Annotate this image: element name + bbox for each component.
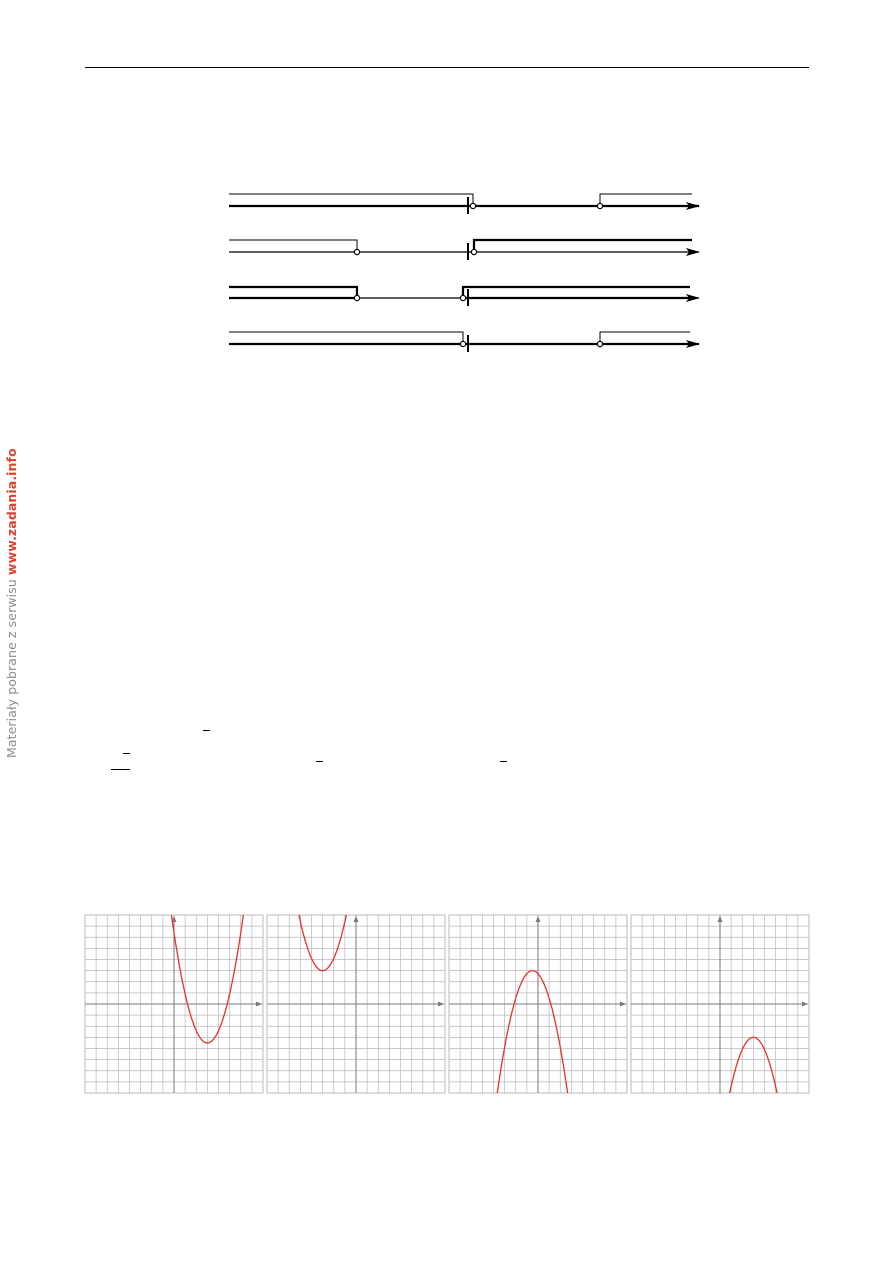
graph-panel-1 bbox=[85, 913, 263, 1093]
graph-panel-3 bbox=[449, 915, 627, 1094]
graph-panel-2 bbox=[267, 914, 445, 1093]
watermark-site[interactable]: www.zadania.info bbox=[4, 448, 19, 576]
graph-panel-4 bbox=[631, 915, 809, 1094]
watermark-prefix: Materiały pobrane z serwisu bbox=[4, 575, 19, 758]
